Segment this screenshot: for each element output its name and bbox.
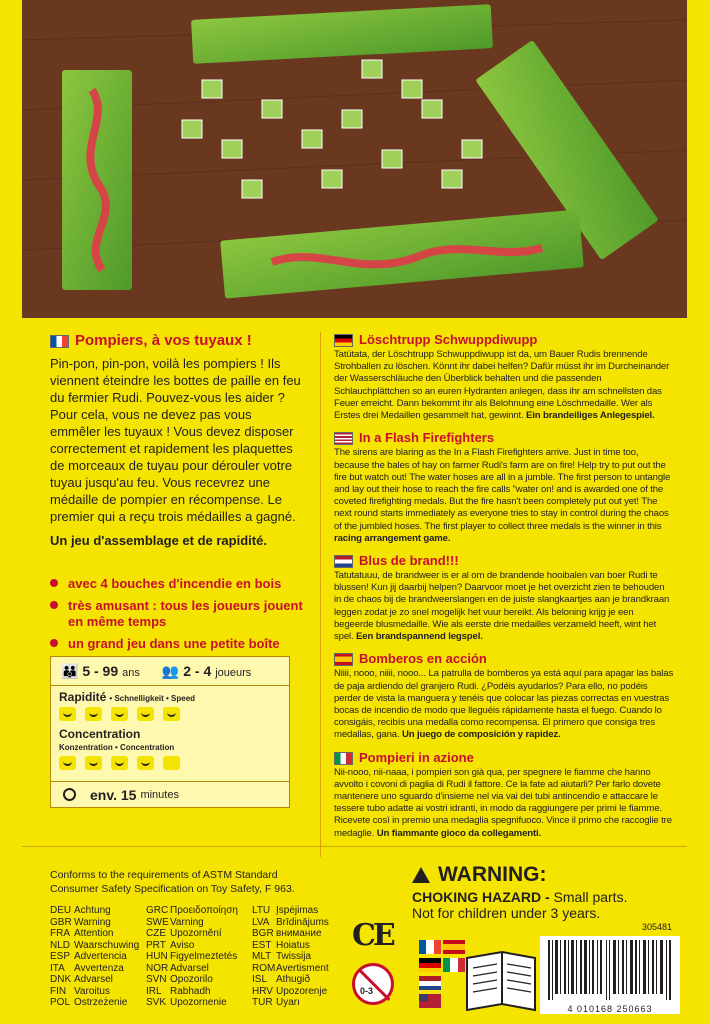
feature-item: très amusant : tous les joueurs jouent en même temps	[50, 598, 305, 630]
usa-flag-icon	[334, 432, 353, 445]
germany-flag-icon	[334, 334, 353, 347]
italy-flag-icon	[334, 752, 353, 765]
ce-mark: CE	[352, 918, 393, 953]
back-panel	[22, 318, 687, 1024]
choking-warning: WARNING: CHOKING HAZARD - Small parts. Not for children under 3 years.	[412, 863, 628, 921]
smiley-icon	[163, 707, 180, 721]
clock-icon	[63, 788, 76, 801]
dutch-section: Blus de brand!!! Tatutatuuu, de brandweer is er al om de brandende hooibalen van boer Rudi te blussen! Kun jij daarbij helpen? Daarvoor moet je het overzicht zien te behouden in de chaos bij de brandweerslangen en de juiste slangkaartjes aan je brandkraan leggen zodat je zo snel mogelijk het vuur bereikt. Als beloning krijg je een begeerde blusmedaille. Wie als eerste drie medailles verzameld heeft, wint het spel. Een brandspannend legspel.	[334, 552, 670, 643]
french-description: Pin-pon, pin-pon, voilà les pompiers ! Ils viennent éteindre les bottes de paille en feu du fermier Rudi. Pouvez-vous les aider ? Pour cela, vous ne devez pas vous emmêler les tuyaux ! Vous devez disposer correctement et rapidement les plaquettes de morceaux de tuyau pour dérouler votre tuyau jusqu'au feu. Vous recevrez une médaille de pompier en récompense. Le premier qui a reçu trois médailles a gagné.	[50, 356, 301, 524]
age-warning-icon	[352, 963, 394, 1005]
section-divider	[22, 846, 687, 847]
warning-column: DEU Achtung GBR Warning FRA Attention NLD Waarschuwing ESP Advertencia ITA Avvertenza DNK Advarsel FIN Varoitus POL Ostrzeżenie	[50, 905, 140, 1008]
astm-compliance-text: Conforms to the requirements of ASTM Standard Consumer Safety Specification on Toy Safety, F 963.	[50, 869, 295, 895]
age-warning-label: 0-3	[360, 986, 374, 996]
speed-smileys	[59, 707, 281, 721]
smiley-icon	[85, 707, 102, 721]
game-info-box	[50, 656, 290, 808]
warning-column: LTU Įspėjimas LVA Brīdinājums BGR внимание EST Hoiatus MLT Twissija ROMAvertisment ISL Athugið HRV Upozorenje TUR Uyarı	[252, 905, 329, 1008]
netherlands-flag-icon	[334, 555, 353, 568]
smiley-icon	[111, 707, 128, 721]
french-title: Pompiers, à vos tuyaux !	[50, 332, 305, 349]
concentration-rating: Concentration Konzentration • Concentration	[51, 721, 289, 770]
german-section: Löschtrupp Schwuppdiwupp Tatütata, der Löschtrupp Schwuppdiwupp ist da, um Bauer Rudis brennende Strohballen zu löschen. Könnt ihr dabei helfen? Dafür müsst ihr im Durcheinander der Wasserschläuche den Überblick behalten und die passenden Schlauchplättchen so an euren Hydranten anlegen, dass ihr am schnellsten das Feuer erreicht. Dann bekommt ihr als Belohnung eine Löschmedaille. Wer als Erstes drei Medaillen gesammelt hat, gewinnt. Ein brandeiliges Anlegespiel.	[334, 332, 670, 422]
feature-item: avec 4 bouches d'incendie en bois	[50, 576, 305, 592]
french-tagline: Un jeu d'assemblage et de rapidité.	[50, 533, 267, 548]
product-photo	[22, 0, 687, 318]
feature-item: un grand jeu dans une petite boîte	[50, 636, 305, 652]
spanish-section: Bomberos en acción Niiii, nooo, niiii, nooo... La patrulla de bomberos ya está aquí para apagar las balas de paja ardiendo del granjero Rudi. ¿Podéis ayudarlos? Para ello, no podéis perder de vista la manguera y tenéis que colocar las piezas correctas en vuestras bocas de incendio de modo que lleguéis rápidamente hasta el fuego. Cuando lo consigáis, recibís una medalla como recompensa. El primero que consiga tres medallas, gana. Un juego de composición y rapidez.	[334, 651, 674, 741]
barcode-number: 4 010168 250663	[567, 1004, 653, 1014]
smiley-icon	[85, 756, 102, 770]
barcode-bars	[540, 936, 680, 1002]
age-players-row	[51, 657, 289, 686]
age-info: 👪 5 - 99 ans	[61, 662, 140, 679]
translations-column	[334, 332, 674, 848]
italian-section: Pompieri in azione Nii-nooo, nii-naaa, i pompieri son già qua, per spegnere le fiamme che hanno avvolto i covoni di paglia di Rudi il fattore. Ce la fate ad aiutarli? Per farlo dovete mantenere uno sguardo d'insieme nel via vai dei tubi antincendio e attaccare le tessere tubo adatte ai vostri idranti, in modo da raggiungere per primi le fiamme. Ricevete così in premio una medaglia spegnifuoco. Vince il primo che raccoglie tre medaglie. Un fiammante gioco da collegamenti.	[334, 749, 672, 839]
france-flag-icon	[50, 335, 69, 348]
barcode	[540, 936, 680, 1014]
warning-triangle-icon	[412, 867, 430, 883]
smiley-icon	[137, 756, 154, 770]
english-section: In a Flash Firefighters The sirens are blaring as the In a Flash Firefighters arrive. Just in time too, because the bales of hay on farmer Rudi's farm are on fire! Help try to put out the fire but watch out! The water hoses are all in a jumble. The first person to untangle and lay out their hose to reach the fire calls "water on! and is awarded one of the coveted firefighting medals. But the fire hasn't been completely put out yet! The next round starts immediately as everyone tries to stay in control during the chaos of the jumbled hoses. The first player to collect three medals is the winner in this racing arrangement game.	[334, 430, 671, 544]
article-number: 305481	[642, 922, 673, 932]
people-icon: 👪	[61, 662, 79, 679]
concentration-smileys	[59, 756, 281, 770]
speed-rating: Rapidité • Schnelligkeit • Speed	[51, 686, 289, 721]
smiley-icon	[59, 707, 76, 721]
players-info: 👥 2 - 4 joueurs	[161, 662, 252, 679]
multilingual-warning-list	[50, 905, 352, 1009]
players-icon: 👥	[161, 662, 180, 679]
french-column	[50, 332, 305, 658]
warning-column: GRC Προειδοποίηση SWEVarning CZE Upozornění PRT Aviso HUN Figyelmeztetés NOR Advarsel SVN Opozorilo IRL Rabhadh SVK Upozornenie	[146, 905, 238, 1008]
smiley-icon	[111, 756, 128, 770]
game-board-illustration	[22, 0, 687, 318]
column-divider	[320, 332, 321, 857]
multilingual-manual-icon	[417, 938, 537, 1013]
feature-list	[50, 576, 305, 652]
smiley-icon	[137, 707, 154, 721]
empty-rating-box	[163, 756, 180, 770]
duration-row: env. 15 minutes	[51, 781, 289, 807]
spain-flag-icon	[334, 653, 353, 666]
smiley-icon	[59, 756, 76, 770]
